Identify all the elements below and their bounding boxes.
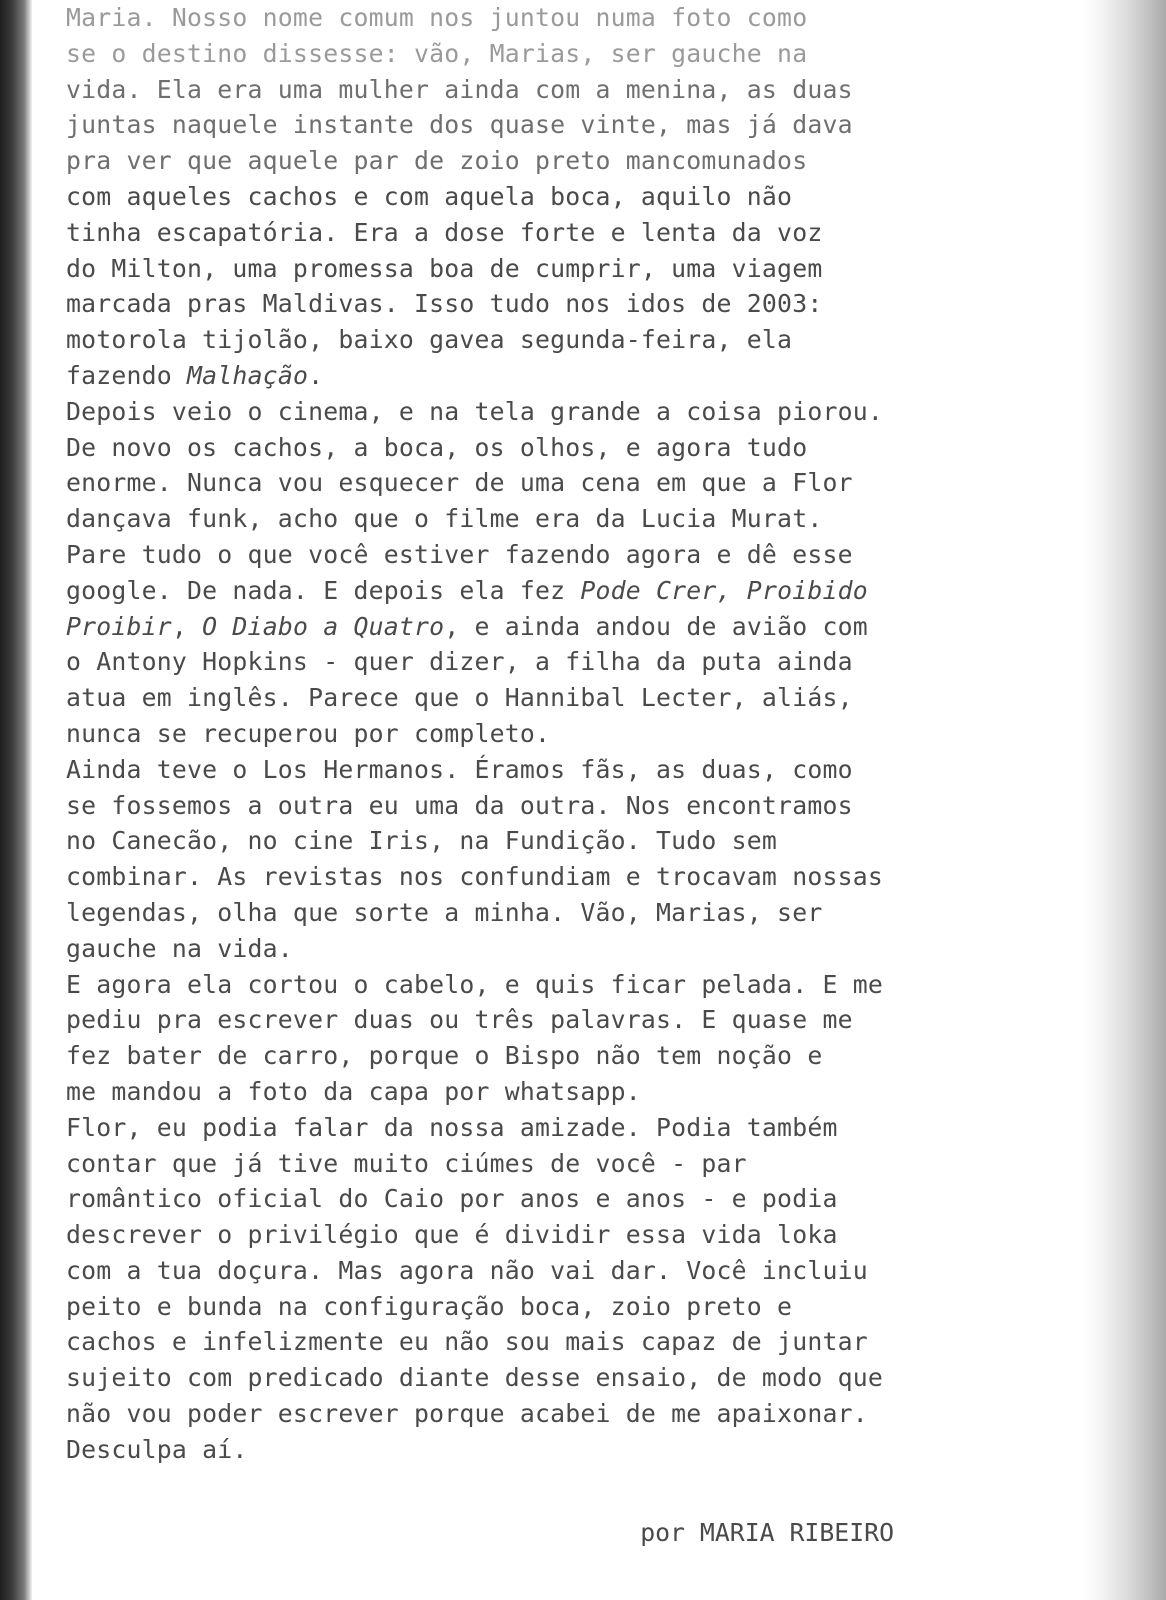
text-line: nunca se recuperou por completo.: [66, 718, 551, 748]
text-line: fazendo Malhação.: [66, 360, 324, 390]
text-line: marcada pras Maldivas. Isso tudo nos idos de 2003:: [66, 289, 823, 319]
text-line: atua em inglês. Parece que o Hannibal Lecter, aliás,: [66, 683, 853, 713]
article-text: [66, 0, 966, 1468]
text-line: contar que já tive muito ciúmes de você - par: [66, 1148, 747, 1178]
text-line: com a tua doçura. Mas agora não vai dar. Você incluiu: [66, 1255, 868, 1285]
italic-title: O Diabo a Quatro: [202, 611, 445, 641]
italic-title: Pode Crer, Proibido: [580, 575, 868, 605]
text-line: Flor, eu podia falar da nossa amizade. Podia também: [66, 1112, 838, 1142]
text-line: com aqueles cachos e com aquela boca, aquilo não: [66, 181, 793, 211]
text-line: pra ver que aquele par de zoio preto mancomunados: [66, 146, 808, 176]
text-line: De novo os cachos, a boca, os olhos, e agora tudo: [66, 432, 808, 462]
text-line: pediu pra escrever duas ou três palavras. E quase me: [66, 1005, 853, 1035]
text-line: motorola tijolão, baixo gavea segunda-feira, ela: [66, 325, 793, 355]
scan-left-edge: [0, 0, 32, 1600]
italic-title: Malhação: [187, 360, 309, 390]
page-gutter-shadow: [1082, 0, 1166, 1600]
text-line: gauche na vida.: [66, 933, 293, 963]
text-line: no Canecão, no cine Iris, na Fundição. Tudo sem: [66, 826, 778, 856]
text-line: romântico oficial do Caio por anos e anos - e podia: [66, 1184, 838, 1214]
author-signature: por MARIA RIBEIRO: [640, 1518, 894, 1547]
text-line: Proibir, O Diabo a Quatro, e ainda andou de avião com: [66, 611, 868, 641]
text-line: se o destino dissesse: vão, Marias, ser gauche na: [66, 38, 808, 68]
text-line: cachos e infelizmente eu não sou mais capaz de juntar: [66, 1327, 868, 1357]
text-line: legendas, olha que sorte a minha. Vão, Marias, ser: [66, 897, 823, 927]
text-line: juntas naquele instante dos quase vinte, mas já dava: [66, 110, 853, 140]
text-line: fez bater de carro, porque o Bispo não tem noção e: [66, 1041, 823, 1071]
text-line: do Milton, uma promessa boa de cumprir, uma viagem: [66, 253, 823, 283]
text-line: Depois veio o cinema, e na tela grande a coisa piorou.: [66, 396, 883, 426]
text-line: me mandou a foto da capa por whatsapp.: [66, 1076, 641, 1106]
text-line: não vou poder escrever porque acabei de me apaixonar.: [66, 1399, 868, 1429]
text-line: peito e bunda na configuração boca, zoio preto e: [66, 1291, 793, 1321]
text-line: vida. Ela era uma mulher ainda com a menina, as duas: [66, 74, 853, 104]
text-line: E agora ela cortou o cabelo, e quis ficar pelada. E me: [66, 969, 883, 999]
text-line: Pare tudo o que você estiver fazendo agora e dê esse: [66, 539, 853, 569]
text-line: Maria. Nosso nome comum nos juntou numa foto como: [66, 3, 808, 32]
text-line: combinar. As revistas nos confundiam e trocavam nossas: [66, 862, 883, 892]
text-line: se fossemos a outra eu uma da outra. Nos encontramos: [66, 790, 853, 820]
text-line: Ainda teve o Los Hermanos. Éramos fãs, as duas, como: [66, 754, 853, 784]
text-line: google. De nada. E depois ela fez Pode Crer, Proibido: [66, 575, 868, 605]
text-line: descrever o privilégio que é dividir essa vida loka: [66, 1220, 838, 1250]
italic-title: Proibir: [66, 611, 172, 641]
text-line: sujeito com predicado diante desse ensaio, de modo que: [66, 1363, 883, 1393]
text-line: o Antony Hopkins - quer dizer, a filha da puta ainda: [66, 647, 853, 677]
text-line: Desculpa aí.: [66, 1434, 248, 1464]
text-line: dançava funk, acho que o filme era da Lucia Murat.: [66, 504, 823, 534]
text-line: tinha escapatória. Era a dose forte e lenta da voz: [66, 217, 823, 247]
text-line: enorme. Nunca vou esquecer de uma cena em que a Flor: [66, 468, 853, 498]
